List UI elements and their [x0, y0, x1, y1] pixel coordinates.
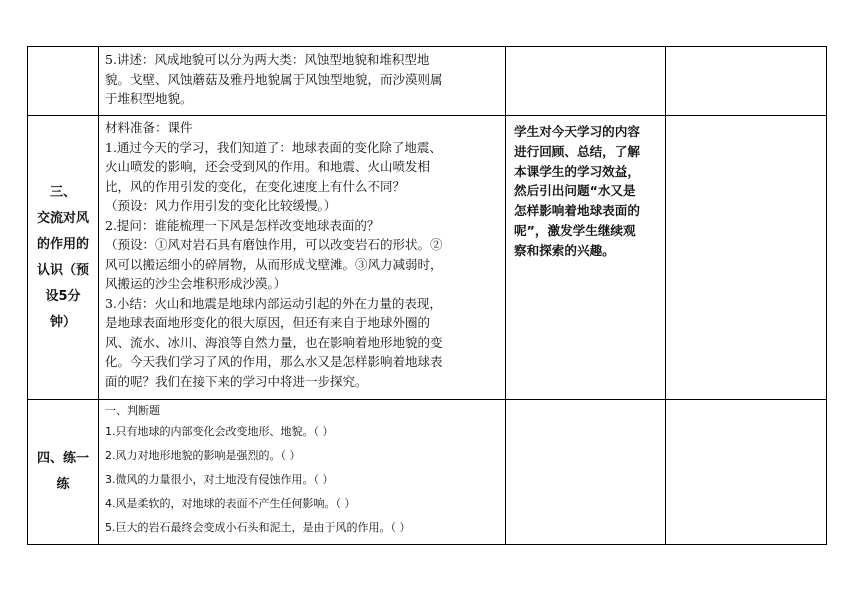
- goal-line: 察和探索的兴趣。: [514, 242, 615, 258]
- table-row: [28, 400, 827, 545]
- question-heading: 一、判断题: [105, 404, 160, 417]
- stage-cell: [28, 47, 99, 116]
- content-line: 风可以搬运细小的碎屑物，从而形成戈壁滩。③风力减弱时，: [105, 256, 443, 272]
- goal-cell: [506, 116, 666, 400]
- question-item: 5.巨大的岩石最终会变成小石头和泥土，是由于风的作用。（ ）: [105, 521, 411, 534]
- question-item: 3.微风的力量很小，对土地没有侵蚀作用。（ ）: [105, 473, 334, 486]
- content-line: 风、流水、冰川、海浪等自然力量，也在影响着地形地貌的变: [105, 334, 443, 350]
- content-line: 5.讲述：风成地貌可以分为两大类：风蚀型地貌和堆积型地: [105, 52, 430, 67]
- content-cell: [99, 116, 506, 400]
- lesson-plan-table: [27, 46, 827, 545]
- question-item: 1.只有地球的内部变化会改变地形、地貌。（ ）: [105, 425, 334, 438]
- table-row: [28, 116, 827, 400]
- stage-label-line: 的作用的: [36, 236, 89, 252]
- practice-cell: [99, 400, 506, 545]
- stage-label-line: 四、练一: [36, 451, 89, 466]
- goal-line: 学生对今天学习的内容: [514, 124, 640, 139]
- notes-cell: [666, 116, 827, 400]
- goal-line: 怎样影响着地球表面的: [514, 203, 640, 219]
- content-cell: [99, 47, 506, 116]
- content-line: 3.小结：火山和地震是地球内部运动引起的外在力量的表现，: [105, 295, 442, 311]
- content-line: 是地球表面地形变化的很大原因，但还有来自于地球外圈的: [105, 315, 431, 330]
- content-line: 于堆积型地貌。: [105, 91, 193, 106]
- stage-label-line: 交流对风: [36, 210, 89, 226]
- content-line: 1.通过今天的学习，我们知道了：地球表面的变化除了地震、: [105, 139, 442, 155]
- stage-label-line: 练: [56, 477, 70, 492]
- content-line: 火山喷发的影响，还会受到风的作用。和地震、火山喷发相: [105, 159, 431, 174]
- stage-label-line: 认识（预: [36, 262, 89, 278]
- stage-label-line: 三、: [49, 184, 76, 200]
- question-item: 2.风力对地形地貌的影响是强烈的。（ ）: [105, 449, 301, 462]
- goal-line: 本课学生的学习效益，: [514, 163, 640, 179]
- content-line: 材料准备：课件: [105, 120, 193, 135]
- content-line: 貌。戈壁、风蚀蘑菇及雅丹地貌属于风蚀型地貌，而沙漠则属: [105, 71, 443, 87]
- goal-line: 进行回顾、总结，了解: [514, 143, 640, 159]
- content-line: 比，风的作用引发的变化，在变化速度上有什么不同？: [105, 178, 406, 194]
- content-line: （预设：①风对岩石具有磨蚀作用，可以改变岩石的形状。②: [105, 237, 443, 252]
- content-line: 风搬运的沙尘会堆积形成沙漠。）: [105, 276, 287, 291]
- goal-line: 然后引出问题“水又是: [514, 183, 636, 199]
- goal-line: 呢”，激发学生继续观: [514, 222, 636, 238]
- stage-label-line: 设5分: [45, 288, 81, 304]
- notes-cell: [666, 47, 827, 116]
- notes-cell: [666, 400, 827, 545]
- stage-cell: [28, 116, 99, 400]
- goal-cell: [506, 400, 666, 545]
- content-line: （预设：风力作用引发的变化比较缓慢。）: [105, 198, 337, 213]
- content-line: 2.提问：谁能梳理一下风是怎样改变地球表面的？: [105, 217, 380, 233]
- stage-cell: [28, 400, 99, 545]
- stage-label-line: 钟）: [49, 314, 76, 330]
- content-line: 面的呢？我们在接下来的学习中将进一步探究。: [105, 373, 368, 389]
- question-item: 4.风是柔软的，对地球的表面不产生任何影响。（ ）: [105, 497, 356, 510]
- table-row: [28, 47, 827, 116]
- content-line: 化。今天我们学习了风的作用，那么水又是怎样影响着地球表: [105, 354, 443, 369]
- goal-cell: [506, 47, 666, 116]
